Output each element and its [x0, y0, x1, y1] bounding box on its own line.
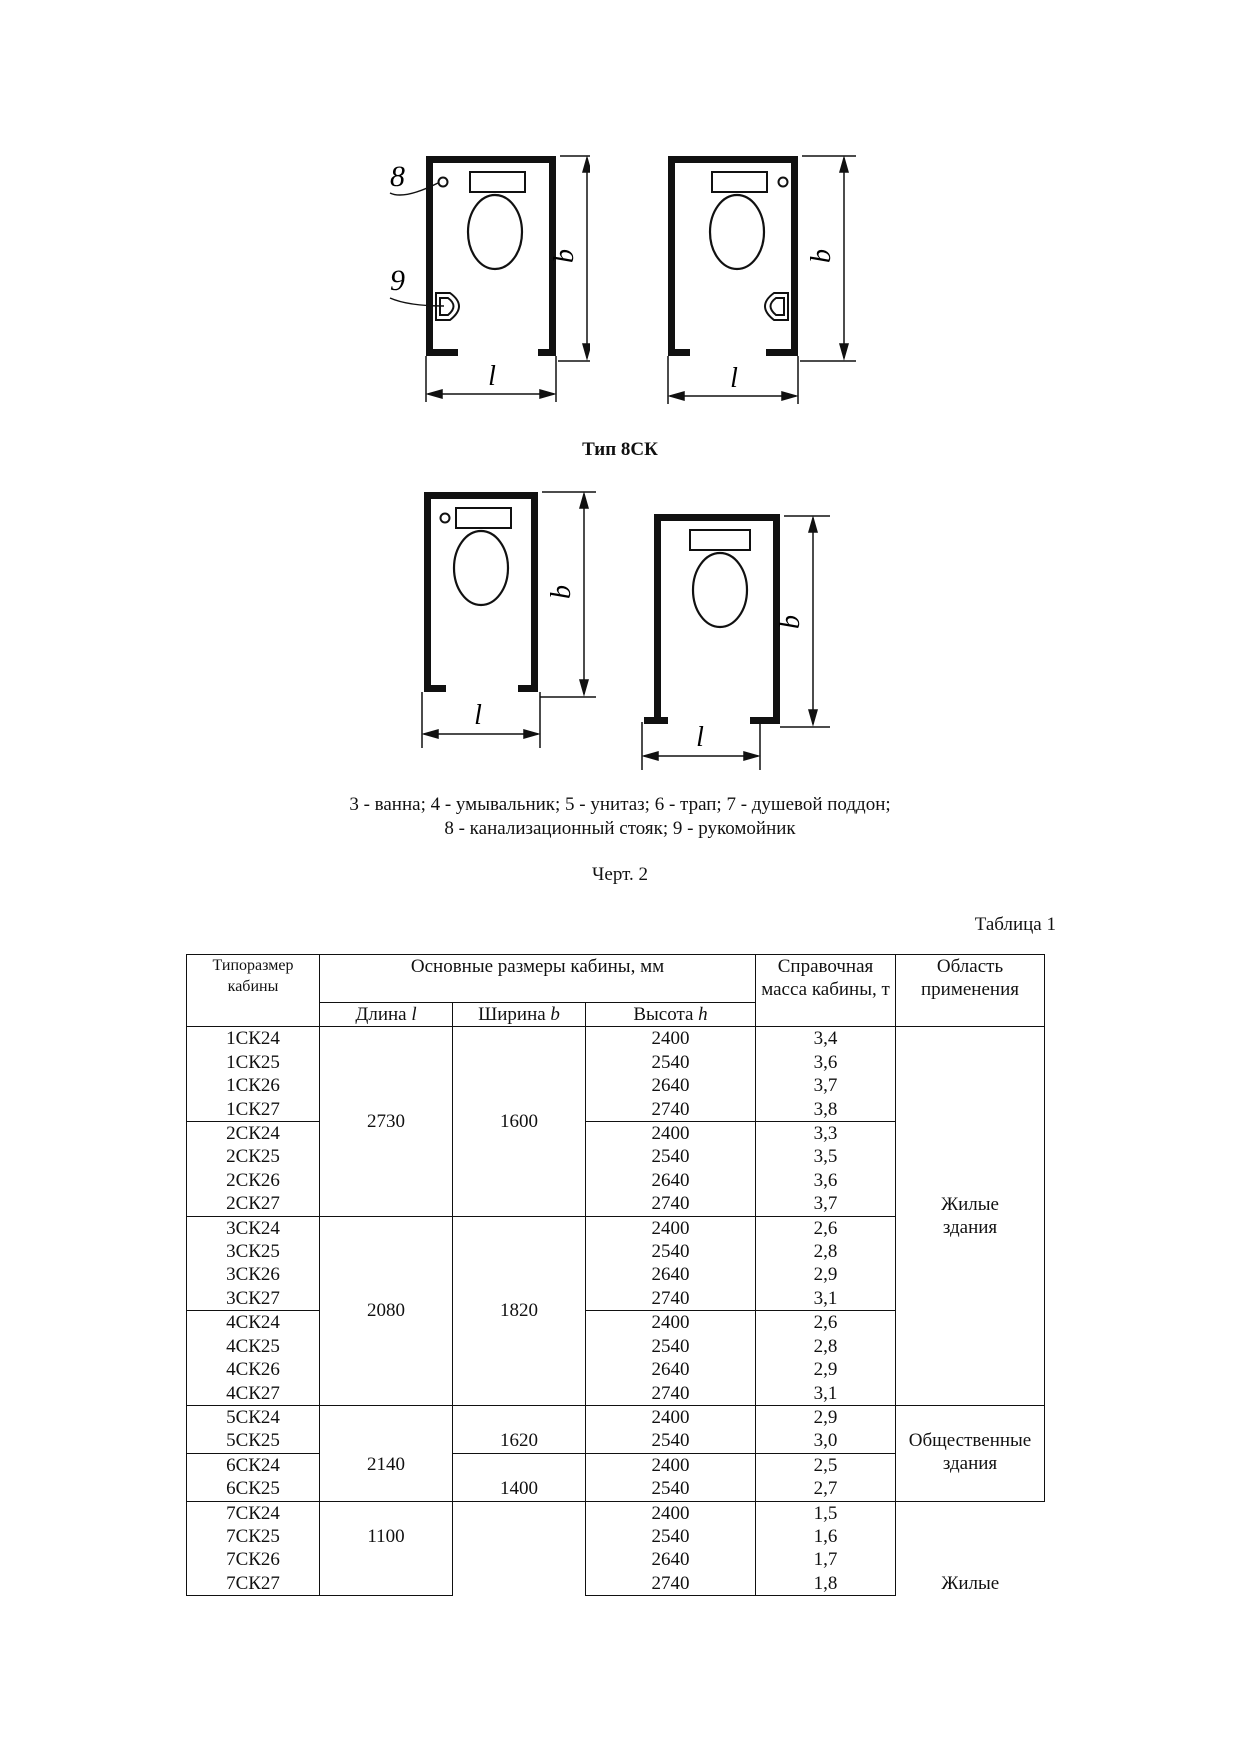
header-height: Высота h — [586, 1003, 756, 1027]
dimension-b-label: b — [806, 249, 837, 263]
table-number: Таблица 1 — [974, 914, 1056, 935]
cistern — [690, 530, 750, 550]
length-cell: 2080 — [320, 1216, 453, 1405]
length-cell: 1100 — [320, 1501, 453, 1596]
cistern — [470, 172, 525, 192]
area-residential: Жилые здания — [896, 1027, 1045, 1406]
cabin-dimensions-table: Типоразмер кабины Основные размеры кабины, мм Справочная масса кабины, т Область применения Длина l Ширина b Высота h 1СК24 1СК25 1СК26 1СК27 2730 1600 2400 2540 2640 2740 3,4 3,6 3,7 3,8 Жилые здания 2СК24 2СК25 2СК26 2СК27 2400 2540 2640 2740 3,3 3,5 3,6 3,7 3СК24 3СК25 3СК26 3СК27 2080 1820 2400 2540 2640 2740 2,6 2,8 2,9 3,1 4СК24 4СК25 4СК26 4СК27 2400 2540 2640 2740 2,6 2,8 2,9 3,1 5СК24 5СК25 2140 1620 2400 2540 2,9 3,0 Общественные здания 6СК24 6СК25 1400 2400 2540 2,5 2,7 7СК24 7СК25 7СК26 7СК27 1100 2400 2540 2640 2740 1,5 1,6 1,7 1,8 Жилые — [186, 954, 1045, 1596]
drawing-top-right — [660, 150, 880, 410]
cabin-walls — [668, 156, 798, 356]
callout-8-label: 8 — [390, 160, 405, 193]
drawing-top-left — [370, 150, 590, 410]
width-cell: 1600 — [453, 1027, 586, 1216]
washbasin — [765, 293, 788, 320]
width-cell: 1400 — [453, 1453, 586, 1501]
cistern — [712, 172, 767, 192]
header-typesize: Типоразмер кабины — [187, 955, 320, 1027]
header-length: Длина l — [320, 1003, 453, 1027]
toilet-bowl — [693, 553, 747, 627]
toilet-bowl — [710, 195, 764, 269]
drawing-bottom-right — [630, 508, 850, 778]
width-cell-empty — [453, 1501, 586, 1596]
legend-line-1: 3 - ванна; 4 - умывальник; 5 - унитаз; 6 - трап; 7 - душевой поддон; — [349, 794, 891, 815]
area-public: Общественные здания — [896, 1405, 1045, 1501]
dimension-b-label: b — [546, 585, 577, 599]
legend-line-2: 8 - канализационный стояк; 9 - рукомойник — [444, 818, 796, 839]
riser-symbol — [439, 178, 448, 187]
toilet-bowl — [468, 195, 522, 269]
type-label: Тип 8СК — [582, 439, 658, 460]
length-cell: 2730 — [320, 1027, 453, 1216]
callout-9-label: 9 — [390, 264, 405, 297]
riser-symbol — [441, 514, 450, 523]
header-width: Ширина b — [453, 1003, 586, 1027]
width-cell: 1620 — [453, 1405, 586, 1453]
toilet-bowl — [454, 531, 508, 605]
cabin-walls — [644, 514, 780, 724]
header-mass: Справочная масса кабины, т — [756, 955, 896, 1027]
dimension-l-label: l — [474, 700, 482, 731]
figure-caption: Черт. 2 — [592, 864, 648, 885]
dimension-b-label: b — [549, 249, 580, 263]
riser-symbol — [779, 178, 788, 187]
cabin-walls — [424, 492, 538, 692]
length-cell: 2140 — [320, 1405, 453, 1501]
width-cell: 1820 — [453, 1216, 586, 1405]
dimension-l-label: l — [730, 363, 738, 394]
area-residential-cut: Жилые — [896, 1501, 1045, 1596]
dimension-l-label: l — [696, 722, 704, 753]
header-main-dimensions: Основные размеры кабины, мм — [320, 955, 756, 1003]
header-area: Область применения — [896, 955, 1045, 1027]
drawing-bottom-left — [410, 486, 610, 756]
dimension-b-label: b — [775, 615, 806, 629]
cistern — [456, 508, 511, 528]
dimension-l-label: l — [488, 361, 496, 392]
